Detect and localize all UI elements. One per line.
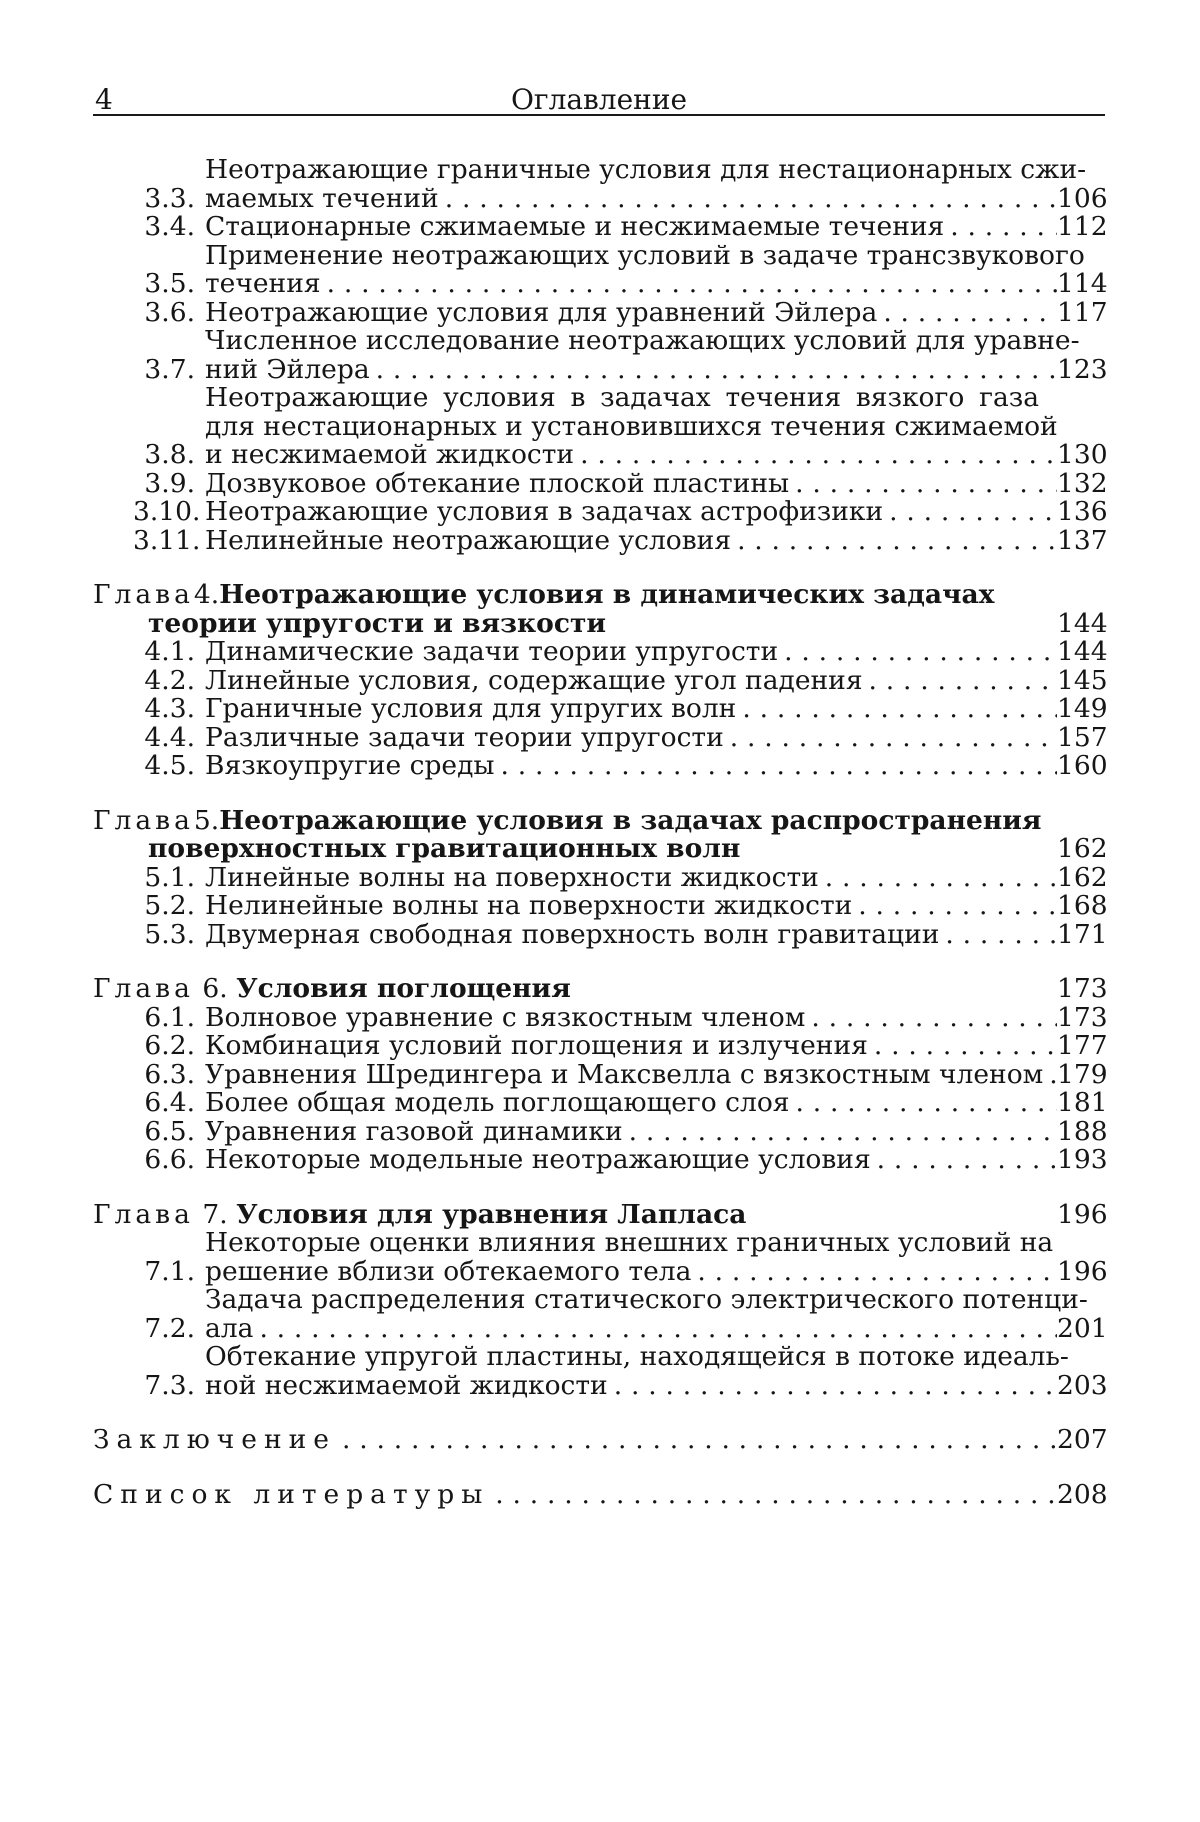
toc-back-matter: [93, 1424, 1108, 1455]
section-number: 5.2.: [144, 890, 195, 921]
entry-text: [195, 1001, 1108, 1033]
page-ref: 201: [1057, 1312, 1108, 1344]
entry-text: [195, 861, 1108, 893]
toc-entry: [93, 467, 1108, 499]
entry-text: [195, 154, 1108, 214]
dot-leader: [724, 724, 1057, 753]
entry-last-line: [205, 467, 1108, 499]
entry-title: ний Эйлера: [205, 353, 370, 385]
entry-text: [195, 382, 1108, 470]
section-number: 7.1.: [144, 1255, 195, 1287]
page-ref: 149: [1057, 693, 1108, 724]
chapter-heading: [93, 973, 1108, 1004]
entry-text: [195, 1115, 1108, 1147]
chapter-title-last: [93, 973, 1108, 1004]
toc-entry: [93, 918, 1108, 950]
entry-last-line: [205, 353, 1108, 385]
entry-text: [195, 890, 1108, 921]
entry-text: [195, 496, 1108, 527]
entry-last-line: [205, 664, 1108, 696]
entry-last-line: [205, 890, 1108, 921]
toc-chapter: [93, 973, 1108, 1175]
toc-entry: [93, 1058, 1108, 1090]
toc-entry: [93, 1227, 1108, 1287]
section-number: 3.7.: [144, 353, 195, 385]
section-number: 7.2.: [144, 1312, 195, 1344]
entry-title: Комбинация условий поглощения и излучения: [205, 1030, 868, 1061]
entry-last-line: [205, 439, 1108, 470]
entry-last-line: [205, 918, 1108, 950]
page-ref: 157: [1057, 721, 1108, 753]
section-number: 6.1.: [144, 1001, 195, 1033]
page-ref: 114: [1057, 268, 1108, 299]
chapter-label-line: [93, 1198, 747, 1230]
page-ref: 137: [1057, 524, 1108, 556]
entry-last-line: [205, 1030, 1108, 1061]
chapter-title-last: [93, 1198, 1108, 1230]
toc-entry: [93, 239, 1108, 299]
entry-last-line: [205, 182, 1108, 214]
entry-text: [195, 296, 1108, 328]
entry-last-line: [205, 211, 1108, 242]
entry-text: [195, 1227, 1108, 1287]
page-ref: 207: [1057, 1424, 1108, 1455]
page-ref: 123: [1057, 353, 1108, 385]
entry-title: Динамические задачи теории упругости: [205, 636, 779, 667]
chapter-heading: [93, 1198, 1108, 1230]
dot-leader: [877, 299, 1057, 328]
chapter-label-line: [93, 581, 1105, 610]
dot-leader: [939, 921, 1057, 950]
toc-page: [93, 68, 1108, 1535]
entry-title: Некоторые модельные неотражающие условия: [205, 1144, 871, 1175]
chapter-label-line: [93, 975, 571, 1004]
page-ref: 177: [1057, 1030, 1108, 1061]
chapter-title-last: [93, 833, 1108, 864]
entry-line: Неотражающие условия в задачах течения вязкого газа: [205, 382, 1039, 413]
entry-text: [195, 664, 1108, 696]
page-number: 4: [95, 83, 113, 116]
entry-title: Стационарные сжимаемые и несжимаемые течения: [205, 211, 945, 242]
section-number: 6.2.: [144, 1030, 195, 1061]
page-ref: 179: [1057, 1058, 1108, 1090]
page-ref: 144: [1057, 636, 1108, 667]
page-ref: 112: [1057, 211, 1108, 242]
entry-last-line: [205, 861, 1108, 893]
section-number: 6.6.: [144, 1144, 195, 1175]
chapter-number: 7.: [202, 1198, 228, 1230]
chapter-label: Глава: [93, 804, 194, 836]
entry-title: ной несжимаемой жидкости: [205, 1369, 608, 1401]
entry-text: [195, 721, 1108, 753]
section-number: 6.4.: [144, 1087, 195, 1118]
entry-last-line: [205, 296, 1108, 328]
dot-leader: [868, 1032, 1057, 1061]
page-ref: 196: [1057, 1198, 1108, 1230]
section-number: 4.2.: [144, 664, 195, 696]
entry-text: [195, 693, 1108, 724]
section-number: 4.5.: [144, 750, 195, 781]
page-ref: 132: [1057, 467, 1108, 499]
entry-last-line: [205, 1001, 1108, 1033]
page-ref: 193: [1057, 1144, 1108, 1175]
page-ref: 196: [1057, 1255, 1108, 1287]
entry-last-line: [205, 268, 1108, 299]
entry-last-line: [205, 1087, 1108, 1118]
entry-text: [93, 1424, 1108, 1455]
entry-line: Обтекание упругой пластины, находящейся в потоке идеаль-: [205, 1341, 1069, 1372]
page-ref: 162: [1057, 861, 1108, 893]
section-number: 3.9.: [144, 467, 195, 499]
toc-entry: [93, 1087, 1108, 1118]
dot-leader: [790, 1089, 1057, 1118]
section-number: 6.5.: [144, 1115, 195, 1147]
toc-entry: [93, 664, 1108, 696]
chapter-label: Глава: [93, 973, 194, 1004]
entry-text: [195, 467, 1108, 499]
chapter-heading: [93, 804, 1108, 864]
entry-line: для нестационарных и установившихся течения сжимаемой: [205, 410, 1058, 442]
entry-text: [195, 524, 1108, 556]
chapter-entry: [93, 973, 1108, 1004]
toc-entry: [93, 693, 1108, 724]
toc-entry: [93, 325, 1108, 385]
section-number: 3.3.: [144, 182, 195, 214]
entry-last-line: [205, 1058, 1108, 1090]
section-number: 3.10.: [133, 496, 201, 527]
toc-entry: [93, 721, 1108, 753]
toc-entry: [93, 636, 1108, 667]
entry-title: Нелинейные волны на поверхности жидкости: [205, 890, 853, 921]
toc-entry: [93, 750, 1108, 781]
page-ref: 136: [1057, 496, 1108, 527]
page-ref: 173: [1057, 973, 1108, 1004]
toc-chapter: [93, 579, 1108, 781]
entry-text: [195, 325, 1108, 385]
chapter-title-last: [93, 607, 1108, 639]
page-ref: 144: [1057, 607, 1108, 639]
entry-last-line: [205, 1369, 1108, 1401]
dot-leader: [778, 638, 1057, 667]
section-number: 7.3.: [144, 1369, 195, 1401]
chapter-label: Глава: [93, 1198, 194, 1230]
page-ref: 106: [1057, 182, 1108, 214]
entry-line: Задача распределения статического электрического потенци-: [205, 1284, 1088, 1315]
chapter-number: 5.: [193, 804, 220, 836]
chapter-title: Условия поглощения: [236, 973, 571, 1004]
running-header: [93, 68, 1105, 116]
entry-text: [195, 1144, 1108, 1175]
entry-line: Применение неотражающих условий в задаче трансзвукового: [205, 239, 1085, 271]
section-number: 5.3.: [144, 918, 195, 950]
dot-leader: [883, 498, 1057, 527]
chapter-title: Условия для уравнения Лапласа: [236, 1198, 747, 1230]
toc-section-group: [93, 1424, 1108, 1455]
entry-title: Нелинейные неотражающие условия: [205, 524, 732, 556]
section-number: 3.6.: [144, 296, 195, 328]
entry-text: [195, 239, 1108, 299]
entry-last-line: [93, 1478, 1108, 1510]
entry-title: Уравнения Шредингера и Максвелла с вязкостным членом: [205, 1058, 1044, 1090]
entry-title: Линейные условия, содержащие угол падения: [205, 664, 863, 696]
entry-text: [195, 750, 1108, 781]
dot-leader: [608, 1372, 1057, 1401]
entry-title: Волновое уравнение с вязкостным членом: [205, 1001, 806, 1033]
entry-title: Заключение: [93, 1424, 336, 1455]
dot-leader: [1043, 1061, 1057, 1090]
entry-title: Двумерная свободная поверхность волн гравитации: [205, 918, 940, 950]
chapter-entry: [93, 1198, 1108, 1230]
dot-leader: [736, 695, 1057, 724]
toc-entry: [93, 496, 1108, 527]
dot-leader: [336, 1426, 1057, 1455]
dot-leader: [944, 213, 1057, 242]
entry-line: Неотражающие граничные условия для нестационарных сжи-: [205, 154, 1087, 185]
entry-last-line: [205, 750, 1108, 781]
entry-title: Различные задачи теории упругости: [205, 721, 724, 753]
entry-text: [93, 1478, 1108, 1510]
dot-leader: [439, 185, 1057, 214]
entry-last-line: [205, 636, 1108, 667]
entry-last-line: [205, 1115, 1108, 1147]
toc-entry: [93, 1284, 1108, 1344]
entry-text: [195, 918, 1108, 950]
page-title: Оглавление: [510, 83, 688, 116]
dot-leader: [253, 1315, 1057, 1344]
toc-entry: [93, 211, 1108, 242]
entry-title: и несжимаемой жидкости: [205, 439, 575, 470]
section-number: 4.1.: [144, 636, 195, 667]
entry-text: [195, 1058, 1108, 1090]
toc-back-matter: [93, 1478, 1108, 1510]
entry-last-line: [205, 721, 1108, 753]
entry-last-line: [93, 1424, 1108, 1455]
entry-title: Вязкоупругие среды: [205, 750, 495, 781]
entry-text: [195, 636, 1108, 667]
page-ref: 130: [1057, 439, 1108, 470]
section-number: 5.1.: [144, 861, 195, 893]
page-ref: 173: [1057, 1001, 1108, 1033]
section-number: 6.3.: [144, 1058, 195, 1090]
entry-title: Уравнения газовой динамики: [205, 1115, 623, 1147]
entry-line: Некоторые оценки влияния внешних граничных условий на: [205, 1227, 1054, 1258]
entry-title: Линейные волны на поверхности жидкости: [205, 861, 819, 893]
page-ref: 117: [1057, 296, 1108, 328]
dot-leader: [370, 356, 1057, 385]
entry-title: Граничные условия для упругих волн: [205, 693, 737, 724]
entry-title: Неотражающие условия для уравнений Эйлера: [205, 296, 878, 328]
chapter-title: теории упругости и вязкости: [148, 607, 607, 639]
page-ref: 160: [1057, 750, 1108, 781]
page-ref: 171: [1057, 918, 1108, 950]
dot-leader: [489, 1481, 1057, 1510]
toc-entry: [93, 1001, 1108, 1033]
toc-section-group: [93, 1478, 1108, 1510]
section-number: 3.11.: [133, 524, 201, 556]
chapter-title: поверхностных гравитационных волн: [148, 833, 741, 864]
toc-entry: [93, 382, 1108, 470]
entry-title: маемых течений: [205, 182, 439, 214]
entry-text: [195, 211, 1108, 242]
chapter-number: 6.: [202, 973, 228, 1004]
dot-leader: [852, 892, 1057, 921]
page-ref: 168: [1057, 890, 1108, 921]
dot-leader: [819, 864, 1057, 893]
chapter-label: Глава: [93, 579, 194, 610]
entry-title: решение вблизи обтекаемого тела: [205, 1255, 692, 1287]
toc-section-group: [93, 154, 1108, 556]
entry-text: [195, 1087, 1108, 1118]
page-ref: 162: [1057, 833, 1108, 864]
section-number: 3.4.: [144, 211, 195, 242]
entry-last-line: [205, 1312, 1108, 1344]
dot-leader: [623, 1118, 1057, 1147]
entry-last-line: [205, 1255, 1108, 1287]
dot-leader: [691, 1258, 1057, 1287]
chapter-entry: [93, 804, 1108, 864]
entry-title: Дозвуковое обтекание плоской пластины: [205, 467, 790, 499]
section-number: 4.4.: [144, 721, 195, 753]
toc-entry: [93, 296, 1108, 328]
page-ref: 203: [1057, 1369, 1108, 1401]
entry-last-line: [205, 1144, 1108, 1175]
toc-chapter: [93, 1198, 1108, 1401]
entry-title: Более общая модель поглощающего слоя: [205, 1087, 790, 1118]
entry-line: Численное исследование неотражающих условий для уравне-: [205, 325, 1080, 356]
entry-last-line: [205, 524, 1108, 556]
entry-title: Неотражающие условия в задачах астрофизики: [205, 496, 884, 527]
entry-last-line: [205, 693, 1108, 724]
page-ref: 208: [1057, 1478, 1108, 1510]
section-number: 4.3.: [144, 693, 195, 724]
dot-leader: [321, 270, 1057, 299]
chapter-title-line: Неотражающие условия в динамических задачах: [219, 579, 995, 610]
page-ref: 188: [1057, 1115, 1108, 1147]
toc-entry: [93, 861, 1108, 893]
chapter-title-line: Неотражающие условия в задачах распространения: [219, 804, 1042, 836]
page-ref: 145: [1057, 664, 1108, 696]
entry-title: течения: [205, 268, 321, 299]
chapter-number: 4.: [193, 579, 220, 610]
page-ref: 181: [1057, 1087, 1108, 1118]
toc-chapter: [93, 804, 1108, 950]
dot-leader: [495, 752, 1057, 781]
chapter-label-line: [93, 804, 1105, 836]
dot-leader: [574, 441, 1057, 470]
dot-leader: [871, 1146, 1057, 1175]
section-number: 3.5.: [144, 268, 195, 299]
toc-entry: [93, 1030, 1108, 1061]
chapter-heading: [93, 579, 1108, 639]
chapter-entry: [93, 579, 1108, 639]
toc-entry: [93, 524, 1108, 556]
toc-entry: [93, 1115, 1108, 1147]
toc-list: [93, 154, 1108, 1510]
entry-last-line: [205, 496, 1108, 527]
toc-entry: [93, 1144, 1108, 1175]
entry-text: [195, 1030, 1108, 1061]
toc-entry: [93, 154, 1108, 214]
toc-entry: [93, 1341, 1108, 1401]
entry-title: Список литературы: [93, 1478, 490, 1510]
entry-text: [195, 1341, 1108, 1401]
dot-leader: [731, 527, 1057, 556]
toc-entry: [93, 890, 1108, 921]
dot-leader: [805, 1004, 1057, 1033]
dot-leader: [863, 667, 1057, 696]
dot-leader: [789, 470, 1057, 499]
section-number: 3.8.: [144, 439, 195, 470]
entry-title: ала: [205, 1312, 254, 1344]
entry-text: [195, 1284, 1108, 1344]
